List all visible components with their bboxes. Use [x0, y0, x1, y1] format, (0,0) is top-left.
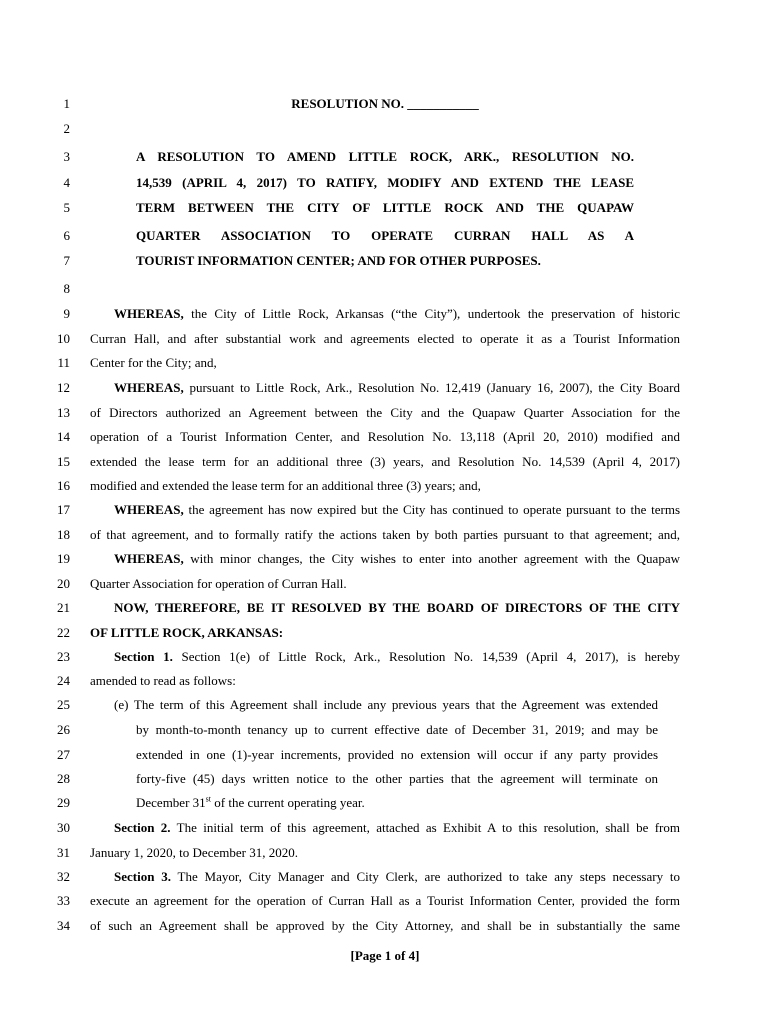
line-number: 4: [63, 175, 70, 190]
line-number: 23: [57, 649, 70, 664]
line-text: [90, 94, 680, 114]
text-run: Center for the City; and,: [90, 355, 217, 370]
document-line: [0, 574, 770, 594]
bold-text-run: Section 1.: [114, 649, 173, 664]
text-run: forty-five (45) days written notice to the other parties that the agreement will terminate on: [136, 771, 658, 786]
document-line: [0, 745, 770, 765]
line-number: 29: [57, 795, 70, 810]
line-text: [90, 353, 680, 373]
document-line: [0, 500, 770, 520]
bold-text-run: QUARTER ASSOCIATION TO OPERATE CURRAN HALL AS A: [136, 228, 634, 243]
document-line: [0, 329, 770, 349]
document-line: [0, 119, 770, 139]
text-run: the City of Little Rock, Arkansas (“the City”), undertook the preservation of historic: [183, 306, 680, 321]
line-number: 8: [63, 281, 70, 296]
bold-text-run: A RESOLUTION TO AMEND LITTLE ROCK, ARK., RESOLUTION NO.: [136, 149, 634, 164]
text-run: the agreement has now expired but the City has continued to operate pursuant to the terms: [183, 502, 680, 517]
text-run: execute an agreement for the operation of Curran Hall as a Tourist Information Center, provided the form: [90, 893, 680, 908]
bold-text-run: OF LITTLE ROCK, ARKANSAS:: [90, 625, 284, 640]
text-run: The Mayor, City Manager and City Clerk, are authorized to take any steps necessary to: [170, 869, 680, 884]
line-text: [136, 720, 658, 740]
document-line: [0, 598, 770, 618]
text-run: Curran Hall, and after substantial work and agreements elected to operate it as a Tourist Information: [90, 331, 680, 346]
line-text: [90, 476, 680, 496]
line-text: [114, 695, 658, 715]
bold-text-run: TERM BETWEEN THE CITY OF LITTLE ROCK AND THE QUAPAW: [136, 200, 634, 215]
document-line: [0, 671, 770, 691]
line-text: [90, 671, 680, 691]
text-run: with minor changes, the City wishes to enter into another agreement with the Quapaw: [183, 551, 680, 566]
line-text: [90, 452, 680, 472]
bold-text-run: NOW, THEREFORE, BE IT RESOLVED BY THE BOARD OF DIRECTORS OF THE CITY: [114, 600, 680, 615]
document-line: [0, 94, 770, 114]
document-line: [0, 720, 770, 740]
line-text: [114, 647, 680, 667]
text-run: Section 1(e) of Little Rock, Ark., Resolution No. 14,539 (April 4, 2017), is hereby: [172, 649, 680, 664]
bold-text-run: 14,539 (APRIL 4, 2017) TO RATIFY, MODIFY AND EXTEND THE LEASE: [136, 175, 634, 190]
text-run: December 31: [136, 795, 206, 810]
line-text: [136, 251, 634, 271]
text-run: (e) The term of this Agreement shall include any previous years that the Agreement was extended: [114, 697, 658, 712]
text-run: of Directors authorized an Agreement between the City and the Quapaw Quarter Association for the: [90, 405, 680, 420]
line-text: [90, 329, 680, 349]
page-footer: [Page 1 of 4]: [350, 948, 420, 963]
line-number: 21: [57, 600, 70, 615]
line-number: 14: [57, 429, 70, 444]
line-text: [114, 818, 680, 838]
line-number: 12: [57, 380, 70, 395]
line-text: [114, 598, 680, 618]
document-line: [0, 452, 770, 472]
document-line: [0, 476, 770, 496]
line-text: [114, 378, 680, 398]
line-text: [136, 226, 634, 246]
document-line: [0, 843, 770, 863]
document-line: [0, 818, 770, 838]
line-number: 31: [57, 845, 70, 860]
bold-text-run: Section 2.: [114, 820, 171, 835]
line-number: 18: [57, 527, 70, 542]
line-number: 6: [63, 228, 70, 243]
text-run: January 1, 2020, to December 31, 2020.: [90, 845, 298, 860]
text-run: modified and extended the lease term for an additional three (3) years; and,: [90, 478, 481, 493]
document-line: [0, 251, 770, 271]
document-line: [0, 916, 770, 936]
bold-text-run: WHEREAS,: [114, 306, 184, 321]
line-text: [114, 549, 680, 569]
line-number: 11: [57, 355, 70, 370]
line-number: 20: [57, 576, 70, 591]
document-line: [0, 198, 770, 218]
text-run: of that agreement, and to formally ratify the actions taken by both parties pursuant to that agreement; and,: [90, 527, 680, 542]
line-number: 15: [57, 454, 70, 469]
document-line: [0, 403, 770, 423]
line-text: [136, 147, 634, 167]
line-number: 7: [63, 253, 70, 268]
line-number: 33: [57, 893, 70, 908]
document-line: [0, 525, 770, 545]
document-line: [0, 353, 770, 373]
line-number: 3: [63, 149, 70, 164]
document-line: [0, 173, 770, 193]
line-text: [90, 525, 680, 545]
text-run: Quarter Association for operation of Curran Hall.: [90, 576, 347, 591]
line-number: 1: [63, 96, 70, 111]
line-number: 2: [63, 121, 70, 136]
line-text: [136, 198, 634, 218]
bold-text-run: TOURIST INFORMATION CENTER; AND FOR OTHER PURPOSES.: [136, 253, 541, 268]
line-number: 34: [57, 918, 70, 933]
line-number: 30: [57, 820, 70, 835]
bold-text-run: RESOLUTION NO. ___________: [291, 96, 479, 111]
line-number: 17: [57, 502, 70, 517]
document-line: [0, 695, 770, 715]
bold-text-run: WHEREAS,: [114, 380, 184, 395]
line-text: [114, 867, 680, 887]
document-line: [0, 769, 770, 789]
line-number: 26: [57, 722, 70, 737]
line-text: [90, 427, 680, 447]
line-number: 25: [57, 697, 70, 712]
line-text: [90, 916, 680, 936]
document-line: [0, 647, 770, 667]
document-line: [0, 793, 770, 813]
text-run: by month-to-month tenancy up to current effective date of December 31, 2019; and may be: [136, 722, 658, 737]
text-run: amended to read as follows:: [90, 673, 236, 688]
line-number: 27: [57, 747, 70, 762]
document-line: [0, 226, 770, 246]
text-run: extended the lease term for an additional three (3) years, and Resolution No. 14,539 (April 4, 2017): [90, 454, 680, 469]
line-number: 22: [57, 625, 70, 640]
line-text: [90, 574, 680, 594]
line-number: 10: [57, 331, 70, 346]
line-number: 9: [63, 306, 70, 321]
text-run: The initial term of this agreement, attached as Exhibit A to this resolution, shall be from: [170, 820, 680, 835]
line-text: [136, 173, 634, 193]
document-line: [0, 378, 770, 398]
line-text: [136, 745, 658, 765]
line-text: [136, 769, 658, 789]
line-text: [114, 500, 680, 520]
text-run: extended in one (1)-year increments, provided no extension will occur if any party provides: [136, 747, 658, 762]
line-number: 19: [57, 551, 70, 566]
line-text: [90, 623, 680, 643]
document-line: [0, 867, 770, 887]
document-line: [0, 304, 770, 324]
bold-text-run: Section 3.: [114, 869, 171, 884]
document-line: [0, 427, 770, 447]
line-number: 24: [57, 673, 70, 688]
bold-text-run: WHEREAS,: [114, 551, 184, 566]
line-text: [114, 304, 680, 324]
line-number: 5: [63, 200, 70, 215]
document-line: [0, 891, 770, 911]
document-line: [0, 549, 770, 569]
line-text: [90, 843, 680, 863]
line-number: 13: [57, 405, 70, 420]
bold-text-run: WHEREAS,: [114, 502, 184, 517]
text-run: of such an Agreement shall be approved by the City Attorney, and shall be in substantially the same: [90, 918, 680, 933]
document-line: [0, 279, 770, 299]
line-number: 16: [57, 478, 70, 493]
line-text: [90, 891, 680, 911]
line-text: [90, 403, 680, 423]
line-number: 28: [57, 771, 70, 786]
line-number: 32: [57, 869, 70, 884]
text-run: operation of a Tourist Information Center, and Resolution No. 13,118 (April 20, 2010) modified and: [90, 429, 680, 444]
text-run: of the current operating year.: [211, 795, 365, 810]
text-run: pursuant to Little Rock, Ark., Resolution No. 12,419 (January 16, 2007), the City Board: [183, 380, 680, 395]
line-text: [136, 793, 658, 813]
superscript-text: st: [205, 794, 212, 804]
document-line: [0, 623, 770, 643]
document-line: [0, 147, 770, 167]
